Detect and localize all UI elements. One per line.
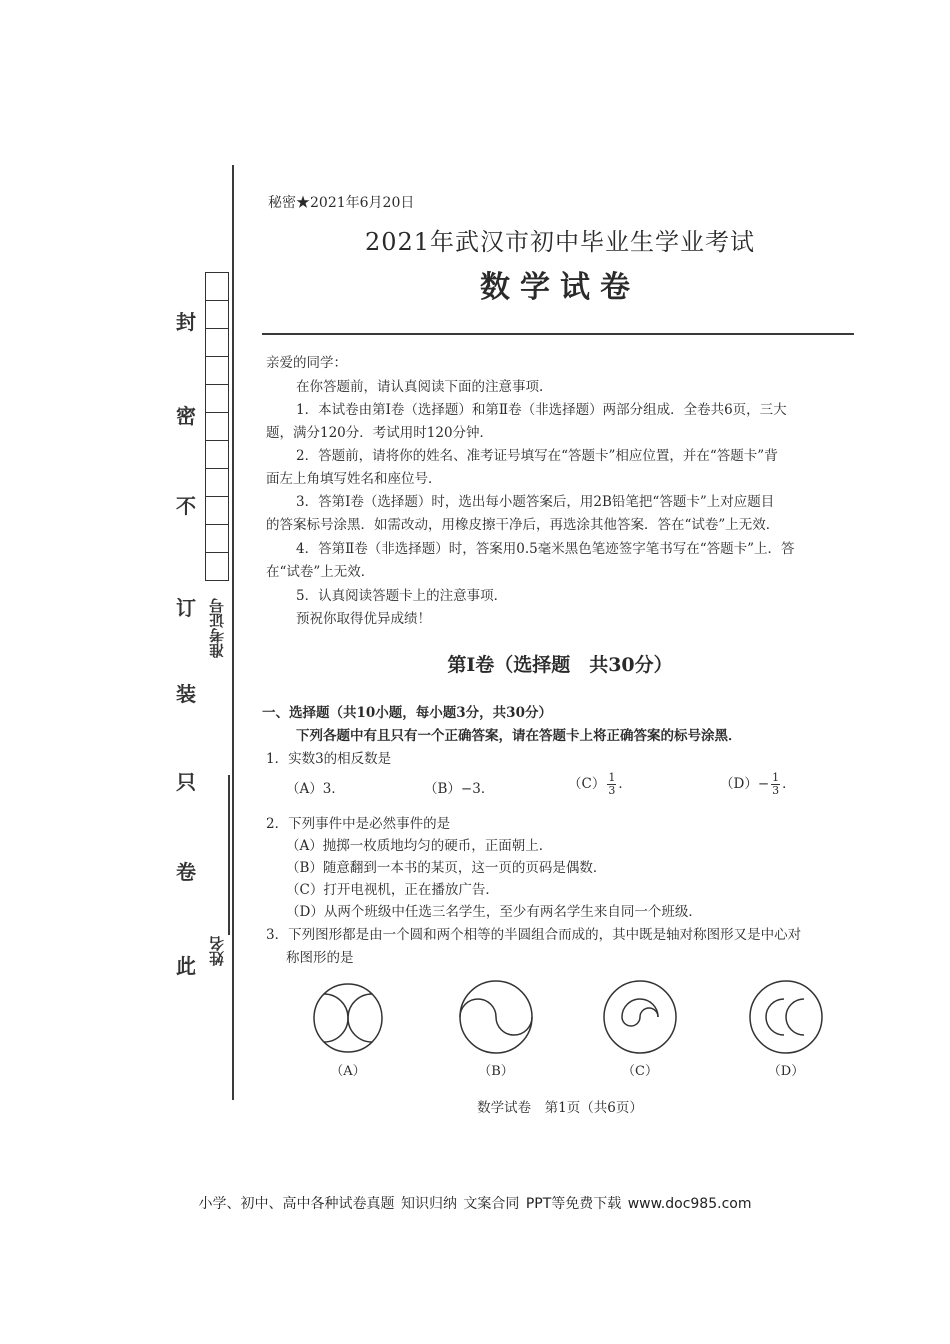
part-heading: 一、选择题（共10小题，每小题3分，共30分） (262, 705, 552, 721)
binding-char-3: 不 (176, 494, 196, 518)
instruction-4-line-1: 4．答第Ⅱ卷（非选择题）时，答案用0.5毫米黑色笔迹签字笔书写在“答题卡”上．答 (296, 541, 795, 557)
fraction-numerator: 1 (608, 771, 616, 784)
q2-option-b: （B）随意翻到一本书的某页，这一页的页码是偶数． (286, 860, 607, 876)
good-luck-wish: 预祝你取得优异成绩！ (296, 611, 431, 627)
q1-option-a: （A）3． (286, 781, 345, 797)
instruction-3-line-2: 的答案标号涂黑．如需改动，用橡皮擦干净后，再选涂其他答案．答在“试卷”上无效． (266, 517, 780, 533)
q1-stem: 1．实数3的相反数是 (266, 751, 392, 767)
exam-number-cell (206, 357, 228, 385)
exam-number-cell (206, 301, 228, 329)
q2-option-c: （C）打开电视机，正在播放广告． (286, 882, 499, 898)
instruction-2-line-1: 2．答题前，请将你的姓名、准考证号填写在“答题卡”相应位置，并在“答题卡”背 (296, 448, 778, 464)
binding-char-4: 订 (176, 596, 196, 620)
exam-number-cell (206, 469, 228, 497)
instruction-1-line-1: 1．本试卷由第Ⅰ卷（选择题）和第Ⅱ卷（非选择题）两部分组成．全卷共6页，三大 (296, 402, 787, 418)
q1-option-b: （B）−3． (424, 781, 495, 797)
instruction-2-line-2: 面左上角填写姓名和座位号． (266, 471, 442, 487)
q2-option-a: （A）抛掷一枚质地均匀的硬币，正面朝上． (286, 838, 553, 854)
q3-stem-line-2: 称图形的是 (286, 950, 354, 966)
exam-title: 2021年武汉市初中毕业生学业考试 (364, 228, 756, 256)
exam-number-cell (206, 553, 228, 581)
q1-option-c-end: ． (618, 776, 632, 792)
greeting: 亲爱的同学： (266, 355, 347, 371)
exam-number-cell (206, 385, 228, 413)
exam-number-cell (206, 329, 228, 357)
q3-stem-line-1: 3．下列图形都是由一个圆和两个相等的半圆组合而成的，其中既是轴对称图形又是中心对 (266, 927, 802, 943)
exam-number-cell (206, 413, 228, 441)
circle-parallel-arcs-icon (744, 975, 828, 1059)
figure-label-b: （B） (478, 1064, 514, 1079)
header-rule (262, 333, 854, 335)
name-underline (228, 775, 230, 935)
exam-number-cell (206, 273, 228, 301)
binding-char-1: 封 (176, 310, 196, 334)
instruction-3-line-1: 3．答第Ⅰ卷（选择题）时，选出每小题答案后，用2B铅笔把“答题卡”上对应题目 (296, 494, 775, 510)
binding-char-6: 只 (176, 770, 196, 794)
secret-date: 秘密★2021年6月20日 (268, 195, 415, 211)
section-title: 第Ⅰ卷（选择题 共30分） (447, 654, 673, 676)
page-footer: 数学试卷 第1页（共6页） (477, 1100, 643, 1116)
circle-s-curve-icon (454, 975, 538, 1059)
exam-subtitle: 数学试卷 (480, 270, 640, 305)
download-ad: 小学、初中、高中各种试卷真题 知识归纳 文案合同 PPT等免费下载 www.doc985.com (198, 1196, 752, 1212)
q1-option-d-fraction (771, 772, 780, 797)
binding-char-2: 密 (176, 404, 196, 428)
q1-option-d-prefix: （D）− (720, 776, 770, 792)
q1-option-d (720, 772, 796, 797)
part-instruction: 下列各题中有且只有一个正确答案，请在答题卡上将正确答案的标号涂黑． (296, 728, 742, 744)
figure-label-a: （A） (330, 1064, 366, 1079)
instruction-1-line-2: 题，满分120分．考试用时120分钟． (266, 425, 494, 441)
instructions-intro: 在你答题前，请认真阅读下面的注意事项. (296, 379, 544, 395)
q2-option-d: （D）从两个班级中任选三名学生，至少有两名学生来自同一个班级． (286, 904, 702, 920)
q1-option-d-end: ． (782, 776, 796, 792)
exam-number-grid (205, 272, 229, 581)
exam-number-cell (206, 441, 228, 469)
exam-number-cell (206, 497, 228, 525)
binding-char-8: 此 (176, 954, 196, 978)
q1-option-c-prefix: （C） (568, 776, 606, 792)
binding-char-7: 卷 (176, 860, 196, 884)
fraction-denominator: 3 (772, 784, 780, 797)
binding-line (232, 165, 234, 1100)
instruction-5: 5．认真阅读答题卡上的注意事项． (296, 588, 508, 604)
fraction-denominator: 3 (608, 784, 616, 797)
exam-number-cell (206, 525, 228, 553)
instruction-4-line-2: 在“试卷”上无效． (266, 564, 375, 580)
circle-facing-arcs-icon (308, 978, 388, 1058)
binding-char-5: 装 (176, 682, 196, 706)
fraction-numerator: 1 (772, 771, 780, 784)
figure-label-d: （D） (767, 1064, 805, 1079)
q2-stem: 2．下列事件中是必然事件的是 (266, 816, 451, 832)
exam-number-label: 准考证号 (208, 598, 226, 658)
q1-option-c (568, 772, 632, 797)
circle-spiral-arcs-icon (598, 975, 682, 1059)
name-label: 姓名 (208, 936, 226, 966)
q1-option-c-fraction (607, 772, 616, 797)
figure-label-c: （C） (622, 1064, 658, 1079)
